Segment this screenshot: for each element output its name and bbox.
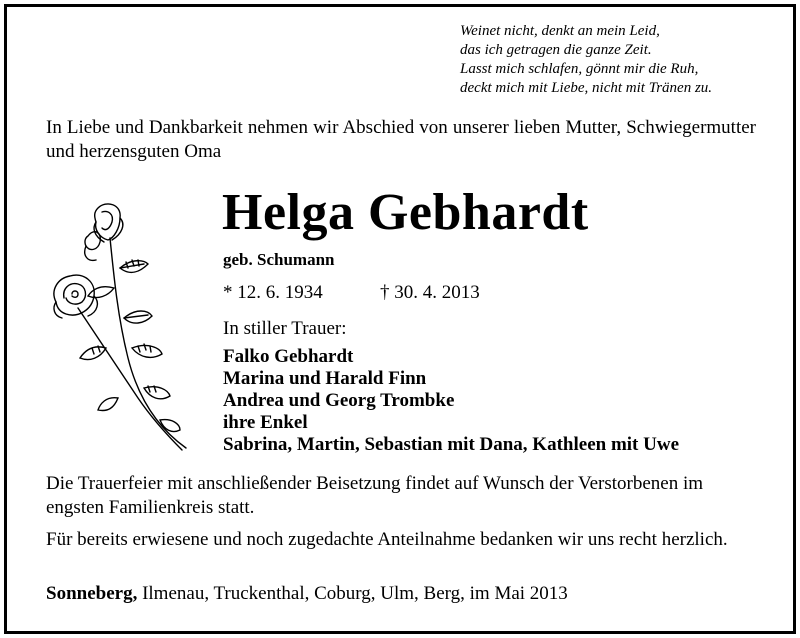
poem-line: Lasst mich schlafen, gönnt mir die Ruh, (460, 61, 699, 77)
mourning-label: In stiller Trauer: (223, 318, 347, 339)
closing-places: Ilmenau, Truckenthal, Coburg, Ulm, Berg, im Mai 2013 (137, 583, 568, 604)
funeral-note: Die Trauerfeier mit anschließender Beisetzung findet auf Wunsch der Verstorbenen im engsten Familienkreis statt. (46, 473, 704, 518)
poem-line: das ich getragen die ganze Zeit. (460, 42, 652, 58)
deceased-name: Helga Gebhardt (222, 184, 589, 241)
list-item: Sabrina, Martin, Sebastian mit Dana, Kathleen mit Uwe (223, 434, 679, 455)
poem-line: Weinet nicht, denkt an mein Leid, (460, 23, 660, 39)
poem (460, 22, 712, 98)
thanks-note: Für bereits erwiesene und noch zugedachte Anteilnahme bedanken wir uns recht herzlich. (46, 529, 728, 550)
closing-town: Sonneberg, (46, 583, 138, 604)
birth-date: * 12. 6. 1934 (223, 282, 323, 303)
mourners-list (223, 346, 679, 456)
poem-line: deckt mich mit Liebe, nicht mit Tränen zu. (460, 80, 713, 96)
rose-icon (48, 198, 198, 454)
intro-text: In Liebe und Dankbarkeit nehmen wir Abschied von unserer lieben Mutter, Schwiegermutter und herzensguten Oma (46, 117, 756, 162)
list-item: Marina und Harald Finn (223, 368, 427, 389)
maiden-name: geb. Schumann (223, 250, 335, 269)
list-item: Andrea und Georg Trombke (223, 390, 455, 411)
list-item: Falko Gebhardt (223, 346, 354, 367)
list-item: ihre Enkel (223, 412, 308, 433)
closing-line (46, 583, 568, 605)
death-date: † 30. 4. 2013 (380, 282, 480, 303)
